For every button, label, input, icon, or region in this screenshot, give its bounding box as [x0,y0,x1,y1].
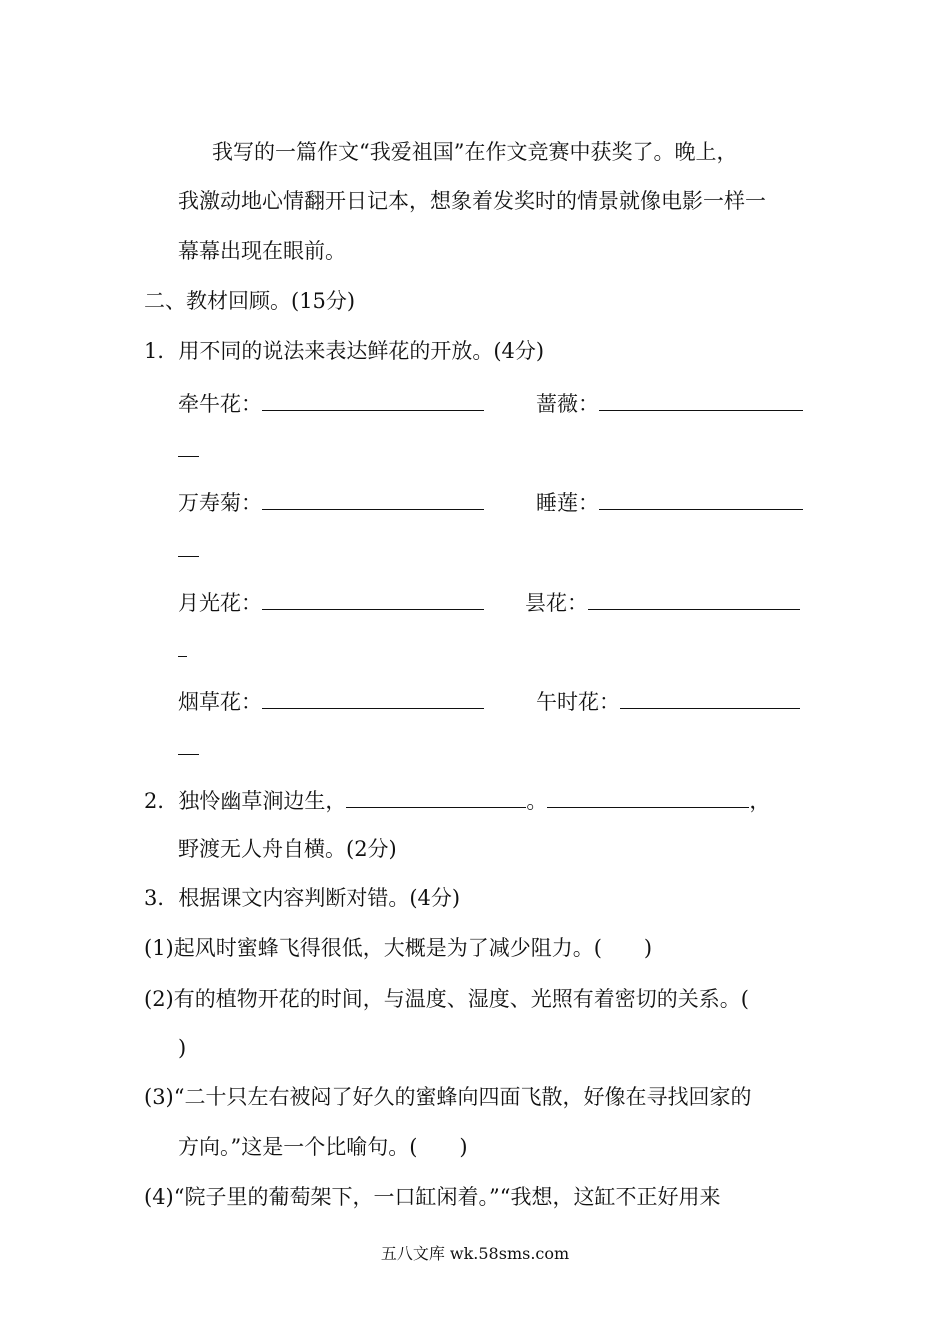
judgement-item-4: (4)“院子里的葡萄架下，一口缸闲着。”“我想，这缸不正好用来 [144,1185,721,1209]
flower-row-3-right [525,587,800,617]
question-2-line-2: 野渡无人舟自横。(2分) [178,837,397,861]
flower-label: 昙花： [525,591,588,615]
blank-overflow [178,734,199,762]
answer-blank[interactable] [620,686,800,709]
intro-line-1: 我写的一篇作文“我爱祖国”在作文竞赛中获奖了。晚上， [212,140,738,164]
footer-watermark: 五八文库 wk.58sms.com [380,1244,570,1263]
answer-blank[interactable] [547,785,749,808]
flower-label: 月光花： [178,591,262,615]
flower-row-1-right [536,388,803,418]
answer-blank[interactable] [599,388,803,411]
intro-line-3: 幕幕出现在眼前。 [178,239,346,263]
answer-blank[interactable] [262,686,484,709]
flower-label: 睡莲： [536,491,599,515]
question-2-line-1 [144,785,770,815]
poem-middle: 。 [526,789,548,813]
flower-row-4-right [536,686,800,716]
section-heading: 二、教材回顾。(15分) [144,289,356,313]
judgement-item-2-cont: ) [178,1036,187,1060]
answer-blank[interactable] [588,587,800,610]
answer-blank[interactable] [262,487,484,510]
blank-overflow [178,436,199,464]
flower-row-2-right [536,487,803,517]
intro-line-2: 我激动地心情翻开日记本，想象着发奖时的情景就像电影一样一 [178,189,766,213]
flower-label: 烟草花： [178,690,262,714]
judgement-item-2: (2)有的植物开花的时间，与温度、湿度、光照有着密切的关系。( [144,987,749,1011]
flower-label: 蔷薇： [536,392,599,416]
question-1-prompt: 1．用不同的说法来表达鲜花的开放。(4分) [144,339,545,363]
poem-prefix: 2．独怜幽草涧边生， [144,789,347,813]
blank-overflow [178,536,199,564]
flower-label: 万寿菊： [178,491,262,515]
flower-label: 午时花： [536,690,620,714]
flower-row-1 [178,388,484,418]
judgement-item-3: (3)“二十只左右被闷了好久的蜜蜂向四面飞散，好像在寻找回家的 [144,1085,752,1109]
poem-suffix: ， [749,789,771,813]
question-3-prompt: 3．根据课文内容判断对错。(4分) [144,886,461,910]
answer-blank[interactable] [599,487,803,510]
judgement-item-1: (1)起风时蜜蜂飞得很低，大概是为了减少阻力。( ) [144,936,653,960]
flower-label: 牵牛花： [178,392,262,416]
answer-blank[interactable] [346,785,526,808]
answer-blank[interactable] [262,388,484,411]
blank-overflow [178,636,187,664]
answer-blank[interactable] [262,587,484,610]
flower-row-2 [178,487,484,517]
flower-row-3 [178,587,484,617]
judgement-item-3-cont: 方向。”这是一个比喻句。( ) [178,1135,468,1159]
flower-row-4 [178,686,484,716]
